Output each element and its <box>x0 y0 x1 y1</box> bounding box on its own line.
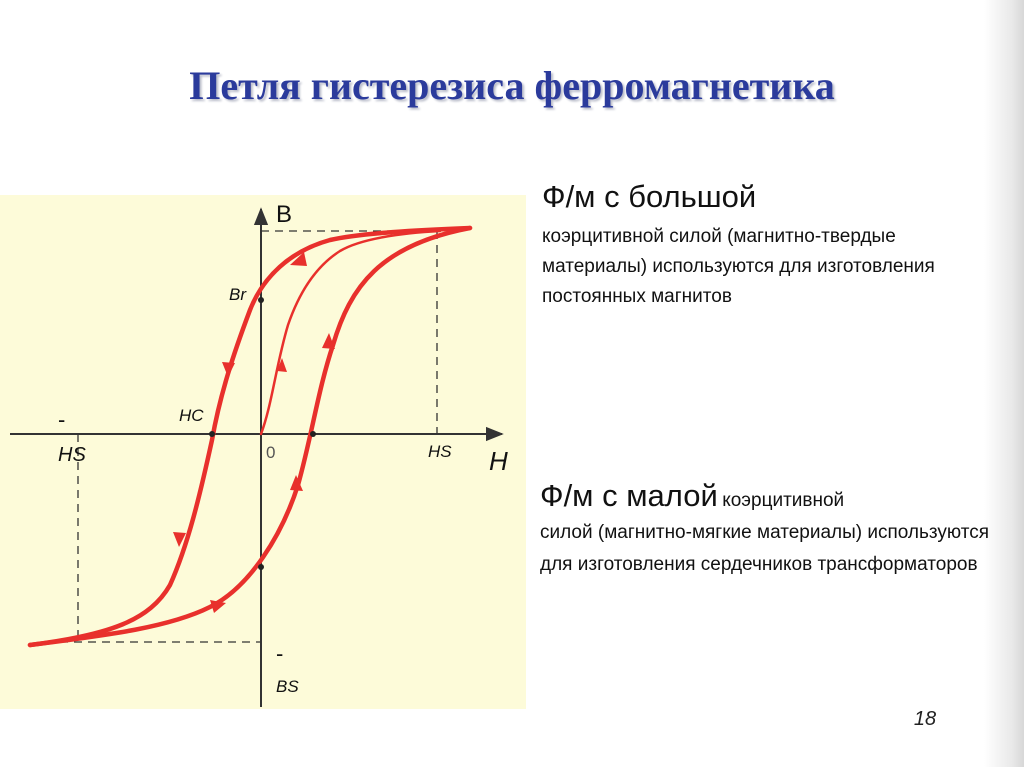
soft-magnetic-body: силой (магнитно-мягкие материалы) используются для изготовления сердечников трансформаторов <box>540 522 990 575</box>
soft-magnetic-inline: коэрцитивной <box>722 490 845 511</box>
positive-hc-point <box>310 431 316 437</box>
hc-label: HC <box>179 406 204 425</box>
slide-edge-shade <box>984 0 1024 767</box>
br-point <box>258 297 264 303</box>
hard-magnetic-description <box>542 176 1002 312</box>
negative-bs-label: BS <box>276 677 299 696</box>
h-axis-label: H <box>489 446 508 476</box>
hard-magnetic-lead: Ф/м с большой <box>542 179 757 214</box>
hard-magnetic-body: коэрцитивной силой (магнитно-твердые материалы) используются для изготовления постоянных магнитов <box>542 226 935 307</box>
br-label: Br <box>229 285 246 304</box>
hysteresis-svg <box>0 195 526 709</box>
negative-hs-label: HS <box>58 444 86 466</box>
hysteresis-diagram <box>0 195 526 709</box>
hc-point <box>209 431 215 437</box>
soft-magnetic-lead: Ф/м с малой <box>540 478 718 513</box>
soft-magnetic-description <box>540 477 1010 581</box>
negative-hs-sign: - <box>58 407 66 432</box>
origin-label: 0 <box>266 443 276 462</box>
slide-title: Петля гистерезиса ферромагнетика <box>189 63 835 108</box>
negative-br-point <box>258 564 264 570</box>
b-axis-label: B <box>276 201 293 228</box>
hs-label: HS <box>428 442 452 461</box>
page-number: 18 <box>913 708 937 730</box>
negative-bs-sign: - <box>276 641 284 666</box>
